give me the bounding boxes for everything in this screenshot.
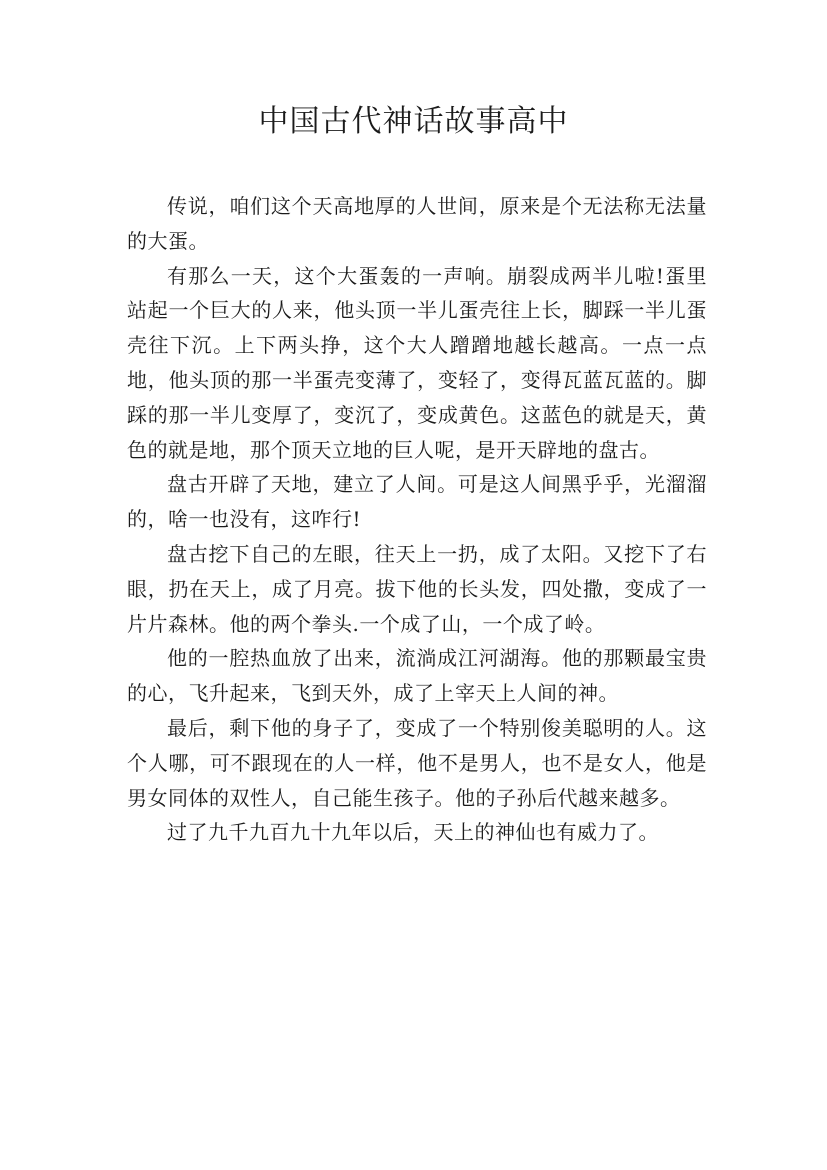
paragraph: 传说，咱们这个天高地厚的人世间，原来是个无法称无法量的大蛋。 xyxy=(127,194,707,253)
paragraph: 过了九千九百九十九年以后，天上的神仙也有威力了。 xyxy=(167,820,659,845)
paragraph: 盘古开辟了天地，建立了人间。可是这人间黑乎乎，光溜溜的，啥一也没有，这咋行! xyxy=(127,472,707,532)
paragraph: 最后，剩下他的身子了，变成了一个特别俊美聪明的人。这个人哪，可不跟现在的人一样，他不是男人，也不是女人，他是男女同体的双性人，自己能生孩子。他的子孙后代越来越多。 xyxy=(127,715,707,810)
paragraph: 有那么一天，这个大蛋轰的一声响。崩裂成两半儿啦!蛋里站起一个巨大的人来，他头顶一半儿蛋壳往上长，脚踩一半儿蛋壳往下沉。上下两头挣，这个大人蹭蹭地越长越高。一点一点地，他头顶的那一半蛋壳变薄了，变轻了，变得瓦蓝瓦蓝的。脚踩的那一半儿变厚了，变沉了，变成黄色。这蓝色的就是天，黄色的就是地，那个顶天立地的巨人呢，是开天辟地的盘古。 xyxy=(127,263,707,462)
paragraph: 他的一腔热血放了出来，流淌成江河湖海。他的那颗最宝贵的心，飞升起来，飞到天外，成了上宰天上人间的神。 xyxy=(127,646,707,706)
document-title: 中国古代神话故事高中 xyxy=(258,104,569,139)
paragraph: 盘古挖下自己的左眼，往天上一扔，成了太阳。又挖下了右眼，扔在天上，成了月亮。拔下他的长头发，四处撒，变成了一片片森林。他的两个拳头.一个成了山，一个成了岭。 xyxy=(127,541,707,636)
document-body xyxy=(127,189,707,850)
